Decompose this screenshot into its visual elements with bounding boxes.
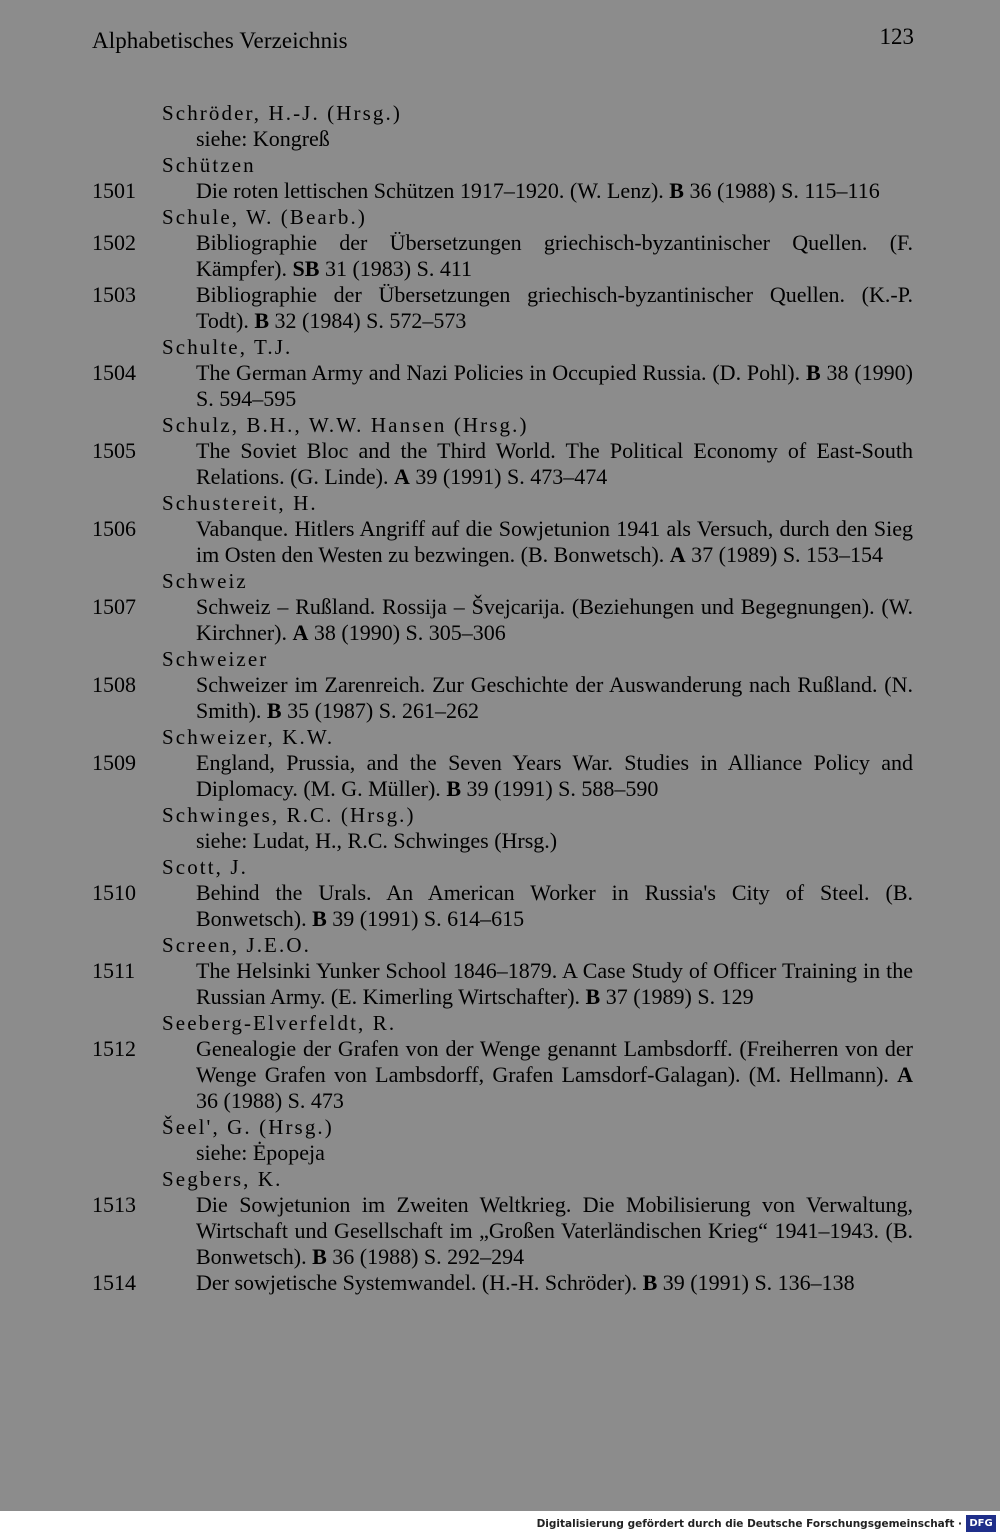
entry-number: 1507 [92, 594, 136, 619]
dfg-logo-icon: DFG [966, 1515, 996, 1532]
series-code: B [446, 776, 461, 801]
entry-number: 1503 [92, 282, 136, 307]
author-heading: Schustereit, H. [162, 491, 318, 515]
entry-reference [196, 750, 913, 802]
index-list [0, 100, 1000, 1296]
entry-citation: 36 (1988) S. 292–294 [332, 1244, 525, 1269]
entry-citation: 38 (1990) S. 305–306 [313, 620, 506, 645]
index-entry [0, 360, 913, 412]
entry-citation: 36 (1988) S. 115–116 [689, 178, 880, 203]
entry-title: Bibliographie der Übersetzungen griechisch-byzantinischer Quellen. (K.-P. Todt). [196, 282, 913, 333]
entry-number: 1505 [92, 438, 136, 463]
series-code: A [292, 620, 309, 645]
author-heading: Scott, J. [162, 855, 248, 879]
entry-reference [196, 958, 913, 1010]
entry-number: 1508 [92, 672, 136, 697]
entry-title: Bibliographie der Übersetzungen griechisch-byzantinischer Quellen. (F. Kämpfer). [196, 230, 913, 281]
entry-reference [196, 230, 913, 282]
index-entry [0, 750, 913, 802]
entry-citation: 39 (1991) S. 136–138 [662, 1270, 855, 1295]
digitization-footer [0, 1511, 1000, 1536]
entry-title: Der sowjetische Systemwandel. (H.-H. Schröder). [196, 1270, 638, 1295]
cross-reference: siehe: Ėpopeja [196, 1140, 325, 1165]
entry-number: 1514 [92, 1270, 136, 1295]
page-header [92, 24, 914, 58]
author-heading: Schulz, B.H., W.W. Hansen (Hrsg.) [162, 413, 529, 437]
index-entry [0, 438, 913, 490]
entry-reference [196, 594, 913, 646]
entry-citation: 36 (1988) S. 473 [196, 1088, 344, 1113]
entry-citation: 38 (1990) S. 594–595 [196, 360, 914, 411]
author-heading: Schützen [162, 153, 256, 177]
index-entry [0, 282, 913, 334]
author-heading: Schweiz [162, 569, 248, 593]
entry-title: The Helsinki Yunker School 1846–1879. A Case Study of Officer Training in the Russian Army. (E. Kimerling Wirtschafter). [196, 958, 913, 1009]
entry-citation: 37 (1989) S. 153–154 [691, 542, 884, 567]
series-code: B [669, 178, 684, 203]
entry-reference [196, 1192, 913, 1270]
entry-number: 1501 [92, 178, 136, 203]
index-entry [0, 880, 913, 932]
index-entry [0, 178, 913, 204]
index-entry [0, 1036, 913, 1114]
index-entry [0, 516, 913, 568]
entry-citation: 35 (1987) S. 261–262 [287, 698, 479, 723]
author-heading: Šeel', G. (Hrsg.) [162, 1115, 334, 1139]
entry-number: 1509 [92, 750, 136, 775]
author-heading: Schwinges, R.C. (Hrsg.) [162, 803, 416, 827]
series-code: B [254, 308, 270, 333]
entry-title: Die Sowjetunion im Zweiten Weltkrieg. Die Mobilisierung von Verwaltung, Wirtschaft und Gesellschaft im „Großen Vaterländischen Krieg“ 1941–1943. (B. Bonwetsch). [196, 1192, 913, 1269]
entry-title: The German Army and Nazi Policies in Occupied Russia. (D. Pohl). [196, 360, 801, 385]
index-entry [0, 594, 913, 646]
entry-citation: 31 (1983) S. 411 [324, 256, 473, 281]
series-code: A [669, 542, 686, 567]
entry-reference [196, 672, 913, 724]
entry-citation: 39 (1991) S. 588–590 [466, 776, 659, 801]
series-code: A [393, 464, 410, 489]
entry-title: Die roten lettischen Schützen 1917–1920. (W. Lenz). [196, 178, 664, 203]
series-code: B [642, 1270, 658, 1295]
entry-title: Vabanque. Hitlers Angriff auf die Sowjetunion 1941 als Versuch, durch den Sieg im Osten den Westen zu bezwingen. (B. Bonwetsch). [196, 516, 913, 567]
entry-reference [196, 1036, 913, 1114]
entry-reference [196, 178, 913, 204]
series-code: B [805, 360, 821, 385]
index-entry [0, 1270, 913, 1296]
entry-reference [196, 282, 913, 334]
entry-reference [196, 516, 913, 568]
index-entry [0, 1192, 913, 1270]
series-code: SB [292, 256, 320, 281]
entry-number: 1502 [92, 230, 136, 255]
index-entry [0, 958, 913, 1010]
entry-citation: 32 (1984) S. 572–573 [274, 308, 467, 333]
entry-citation: 37 (1989) S. 129 [605, 984, 754, 1009]
series-code: B [266, 698, 282, 723]
series-code: B [585, 984, 601, 1009]
entry-number: 1510 [92, 880, 136, 905]
entry-citation: 39 (1991) S. 473–474 [415, 464, 608, 489]
entry-reference [196, 360, 913, 412]
cross-reference: siehe: Ludat, H., R.C. Schwinges (Hrsg.) [196, 828, 558, 853]
entry-title: Genealogie der Grafen von der Wenge genannt Lambsdorff. (Freiherren von der Wenge Grafen von Lambsdorff, Grafen Lamsdorf-Galagan). (M. Hellmann). [196, 1036, 913, 1087]
author-heading: Schweizer [162, 647, 269, 671]
author-heading: Seeberg-Elverfeldt, R. [162, 1011, 397, 1035]
entry-title: The Soviet Bloc and the Third World. The Political Economy of East-South Relations. (G. Linde). [196, 438, 913, 489]
entry-title: England, Prussia, and the Seven Years War. Studies in Alliance Policy and Diplomacy. (M. G. Müller). [196, 750, 913, 801]
entry-reference [196, 880, 913, 932]
entry-number: 1504 [92, 360, 136, 385]
series-code: B [312, 906, 327, 931]
entry-title: Schweiz – Rußland. Rossija – Švejcarija. (Beziehungen und Begegnungen). (W. Kirchner). [196, 594, 913, 645]
entry-title: Behind the Urals. An American Worker in Russia's City of Steel. (B. Bonwetsch). [196, 880, 913, 931]
running-title: Alphabetisches Verzeichnis [92, 28, 348, 53]
entry-number: 1511 [92, 958, 136, 983]
author-heading: Schweizer, K.W. [162, 725, 335, 749]
index-entry [0, 672, 913, 724]
footer-credit: Digitalisierung gefördert durch die Deutsche Forschungsgemeinschaft · [536, 1518, 962, 1530]
author-heading: Screen, J.E.O. [162, 933, 311, 957]
author-heading: Segbers, K. [162, 1167, 283, 1191]
page-number: 123 [879, 24, 914, 49]
entry-reference [196, 438, 913, 490]
series-code: A [897, 1062, 914, 1087]
entry-number: 1512 [92, 1036, 136, 1061]
entry-number: 1513 [92, 1192, 136, 1217]
author-heading: Schule, W. (Bearb.) [162, 205, 367, 229]
series-code: B [312, 1244, 327, 1269]
entry-reference [196, 1270, 913, 1296]
entry-citation: 39 (1991) S. 614–615 [332, 906, 525, 931]
author-heading: Schulte, T.J. [162, 335, 293, 359]
cross-reference: siehe: Kongreß [196, 126, 330, 151]
entry-title: Schweizer im Zarenreich. Zur Geschichte der Auswanderung nach Rußland. (N. Smith). [196, 672, 913, 723]
author-heading: Schröder, H.-J. (Hrsg.) [162, 101, 402, 125]
index-entry [0, 230, 913, 282]
entry-number: 1506 [92, 516, 136, 541]
